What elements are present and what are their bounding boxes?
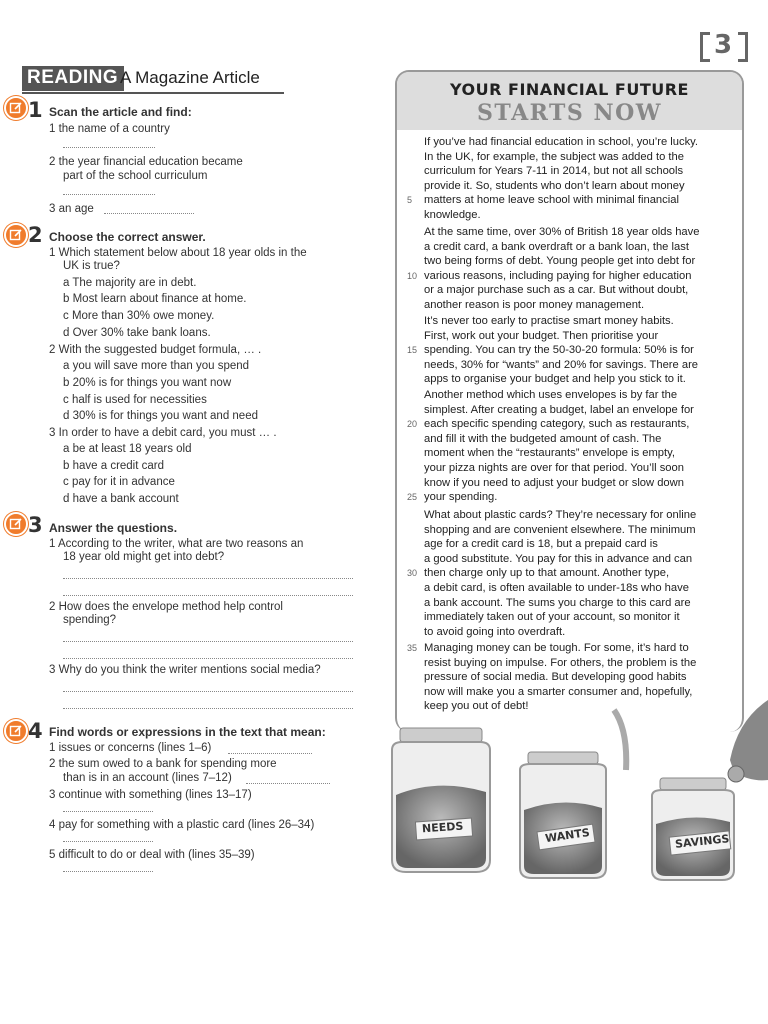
- article-line: various reasons, including paying for higher education: [424, 269, 692, 282]
- article-line: each specific spending category, such as restaurants,: [424, 418, 690, 431]
- answer-option[interactable]: b Most learn about finance at home.: [63, 293, 247, 305]
- question: 1 According to the writer, what are two reasons an: [49, 538, 304, 550]
- line-number: 20: [407, 419, 418, 430]
- article-line: or a major purchase such as a car. But without doubt,: [424, 284, 689, 297]
- article-line: At the same time, over 30% of British 18 year olds have: [424, 226, 700, 238]
- line-number: 30: [407, 568, 418, 579]
- question: 18 year old might get into debt?: [63, 551, 225, 563]
- article-line: knowledge.: [424, 208, 481, 221]
- article-line: age for a credit card is 18, but a prepaid card is: [424, 538, 658, 551]
- article-line: know if you need to adjust your budget or slow down: [424, 476, 684, 489]
- article-line: then charge only up to that amount. Another type,: [424, 567, 670, 580]
- article-line: moment when the “restaurants” envelope is empty,: [424, 447, 676, 460]
- article-header: [397, 72, 742, 130]
- exercise-instruction: Scan the article and find:: [49, 105, 192, 119]
- article-line: spending. You can try the 50-30-20 formula: 50% is for: [424, 344, 694, 357]
- exercise-number: 2: [28, 223, 43, 247]
- answer-option[interactable]: c pay for it in advance: [63, 476, 175, 488]
- article-line: immediately taken out of your account, so monitor it: [424, 611, 680, 624]
- line-number: 15: [407, 345, 418, 356]
- section-header: [22, 66, 284, 94]
- article-line: and fill it with the budgeted amount of cash. The: [424, 432, 662, 445]
- article-line: In the UK, for example, the subject was added to the: [424, 150, 684, 163]
- savings-jar: [652, 700, 768, 880]
- answer-line[interactable]: [63, 577, 353, 579]
- money-jars-illustration: [378, 700, 768, 885]
- article-line: a debit card, is often available to under-18s who have: [424, 581, 689, 594]
- exercise-item: 1 issues or concerns (lines 1–6): [49, 742, 212, 754]
- answer-option[interactable]: c half is used for necessities: [63, 394, 207, 406]
- answer-line[interactable]: [63, 657, 353, 659]
- pencil-icon: [4, 719, 28, 743]
- article-paragraph: [424, 225, 729, 313]
- exercise-instruction: Choose the correct answer.: [49, 230, 206, 244]
- article-line: matters at home leave school with minimal financial: [424, 194, 679, 207]
- exercise-number: 1: [28, 98, 43, 122]
- answer-line[interactable]: [63, 146, 155, 148]
- magazine-article: [395, 70, 744, 732]
- exercise-instruction: Answer the questions.: [49, 521, 178, 535]
- article-line: Another method which uses envelopes is by far the: [424, 389, 678, 401]
- reading-tag: READING: [22, 66, 124, 91]
- article-paragraph: [424, 508, 729, 639]
- exercise-instruction: Find words or expressions in the text that mean:: [49, 725, 326, 739]
- answer-line[interactable]: [63, 810, 153, 812]
- exercise-item: than is in an account (lines 7–12): [63, 772, 232, 784]
- section-subtitle: A Magazine Article: [120, 68, 260, 87]
- article-line: a good substitute. You pay for this in advance and can: [424, 552, 693, 565]
- article-paragraph: [424, 388, 729, 505]
- answer-option[interactable]: b 20% is for things you want now: [63, 377, 232, 389]
- article-title: YOUR FINANCIAL FUTURE: [450, 80, 689, 99]
- article-line: First, work out your budget. Then prioritise your: [424, 329, 659, 342]
- answer-line[interactable]: [104, 212, 194, 214]
- answer-line[interactable]: [246, 782, 330, 784]
- article-paragraph: [424, 135, 729, 223]
- article-line: your pizza nights are over for that period. You’ll soon: [424, 461, 684, 474]
- article-line: It’s never too early to practise smart money habits.: [424, 315, 674, 327]
- question: 2 How does the envelope method help control: [49, 601, 283, 613]
- exercise-item: 5 difficult to do or deal with (lines 35–39): [49, 849, 255, 861]
- line-number: 25: [407, 492, 418, 503]
- exercise-item: 3 continue with something (lines 13–17): [49, 789, 252, 801]
- exercise-item: part of the school curriculum: [63, 170, 208, 182]
- article-line: simplest. After creating a budget, label an envelope for: [424, 403, 694, 416]
- answer-option[interactable]: c More than 30% owe money.: [63, 310, 215, 322]
- page-number: 3: [698, 30, 750, 60]
- pencil-icon: [4, 223, 28, 247]
- line-number: 5: [407, 195, 413, 206]
- article-line: If you’ve had financial education in school, you’re lucky.: [424, 136, 699, 148]
- question: 3 Why do you think the writer mentions social media?: [49, 664, 321, 676]
- exercise-number: 3: [28, 513, 43, 537]
- wants-label: WANTS: [544, 825, 591, 846]
- needs-jar: [392, 728, 490, 872]
- article-line: shopping and are convenient elsewhere. The minimum: [424, 523, 696, 536]
- needs-label: NEEDS: [421, 819, 464, 836]
- question: 3 In order to have a debit card, you must … .: [49, 427, 277, 439]
- answer-line[interactable]: [63, 690, 353, 692]
- answer-option[interactable]: d Over 30% take bank loans.: [63, 327, 211, 339]
- article-paragraph: [424, 314, 729, 387]
- article-line: provide it. So, students who don’t learn about money: [424, 179, 685, 192]
- exercise-item: 2 the year financial education became: [49, 156, 243, 168]
- article-line: resist buying on impulse. For others, the problem is the: [424, 656, 697, 669]
- answer-line[interactable]: [63, 640, 353, 642]
- answer-option[interactable]: a The majority are in debt.: [63, 277, 197, 289]
- answer-option[interactable]: d 30% is for things you want and need: [63, 410, 258, 422]
- answer-line[interactable]: [63, 193, 155, 195]
- article-line: apps to organise your budget and help you stick to it.: [424, 373, 686, 386]
- answer-option[interactable]: b have a credit card: [63, 460, 165, 472]
- article-line: What about plastic cards? They’re necessary for online: [424, 509, 697, 521]
- article-line: another reason is poor money management.: [424, 298, 645, 311]
- article-line: two being forms of debt. Young people get into debt for: [424, 255, 696, 268]
- article-line: your spending.: [424, 491, 498, 504]
- question: 2 With the suggested budget formula, … .: [49, 344, 262, 356]
- answer-line[interactable]: [63, 840, 153, 842]
- article-line: needs, 30% for “wants” and 20% for savings. There are: [424, 358, 699, 371]
- answer-line[interactable]: [63, 594, 353, 596]
- exercise-item: 3 an age: [49, 203, 94, 215]
- line-number: 10: [407, 270, 418, 281]
- article-line: keep you out of debt!: [424, 700, 529, 713]
- answer-line[interactable]: [63, 870, 153, 872]
- article-line: a bank account. The sums you charge to this card are: [424, 596, 691, 609]
- line-number: 35: [407, 643, 418, 653]
- article-title-highlight: STARTS NOW: [477, 100, 662, 126]
- question: UK is true?: [63, 260, 120, 272]
- answer-line[interactable]: [63, 707, 353, 709]
- article-line: pressure of social media. But developing good habits: [424, 671, 687, 684]
- article-line: curriculum for Years 7-11 in 2014, but not all schools: [424, 165, 684, 178]
- pencil-icon: [4, 512, 28, 536]
- question: spending?: [63, 614, 117, 626]
- article-line: to avoid going into overdraft.: [424, 625, 566, 638]
- savings-label: SAVINGS: [674, 832, 730, 851]
- answer-option[interactable]: a be at least 18 years old: [63, 443, 192, 455]
- article-line: Managing money can be tough. For some, it’s hard to: [424, 642, 689, 654]
- exercise-number: 4: [28, 719, 43, 743]
- exercise-item: 4 pay for something with a plastic card (lines 26–34): [49, 819, 315, 831]
- answer-option[interactable]: d have a bank account: [63, 493, 179, 505]
- pencil-icon: [4, 96, 28, 120]
- exercise-item: 1 the name of a country: [49, 123, 170, 135]
- answer-line[interactable]: [228, 752, 312, 754]
- question: 1 Which statement below about 18 year olds in the: [49, 247, 307, 259]
- exercise-item: 2 the sum owed to a bank for spending more: [49, 758, 277, 770]
- article-line: a credit card, a bank overdraft or a bank loan, the last: [424, 240, 689, 253]
- wants-jar: [520, 710, 626, 878]
- answer-option[interactable]: a you will save more than you spend: [63, 360, 250, 372]
- article-line: now will make you a smarter consumer and, hopefully,: [424, 685, 693, 698]
